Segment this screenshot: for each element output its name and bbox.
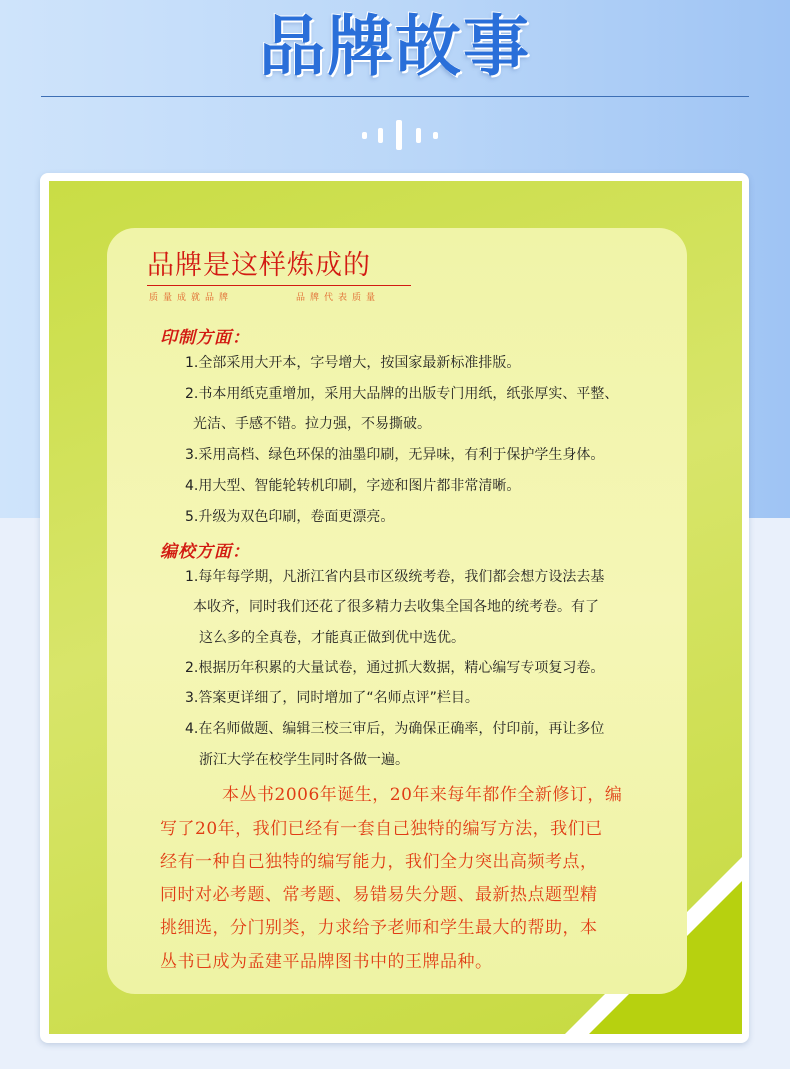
heading-subtitle-left: 质量成就品牌 xyxy=(149,293,234,303)
card-heading: 品牌是这样炼成的 xyxy=(147,250,371,281)
list-item: 4.用大型、智能轮转机印刷，字迹和图片都非常清晰。 xyxy=(185,478,521,494)
closing-line: 本丛书2006年诞生，20年来每年都作全新修订，编 xyxy=(222,785,623,805)
heading-subtitle-right: 品牌代表质量 xyxy=(296,293,381,303)
list-item: 3.采用高档、绿色环保的油墨印刷，无异味，有利于保护学生身体。 xyxy=(185,447,605,463)
list-item: 1.每年每学期，凡浙江省内县市区级统考卷，我们都会想方设法去基 xyxy=(185,569,605,585)
list-item: 本收齐，同时我们还花了很多精力去收集全国各地的统考卷。有了 xyxy=(193,599,599,615)
list-item: 这么多的全真卷，才能真正做到优中选优。 xyxy=(199,630,465,646)
list-item: 1.全部采用大开本，字号增大，按国家最新标准排版。 xyxy=(185,355,521,371)
section-title-editing: 编校方面： xyxy=(160,542,250,562)
section-title-printing: 印制方面： xyxy=(160,328,250,348)
list-item: 浙江大学在校学生同时各做一遍。 xyxy=(199,752,409,768)
closing-line: 挑细选，分门别类，力求给予老师和学生最大的帮助，本 xyxy=(160,918,598,938)
list-item: 4.在名师做题、编辑三校三审后，为确保正确率，付印前，再让多位 xyxy=(185,721,605,737)
list-item: 3.答案更详细了，同时增加了“名师点评”栏目。 xyxy=(185,690,479,706)
list-item: 5.升级为双色印刷，卷面更漂亮。 xyxy=(185,509,395,525)
decorative-bars-icon xyxy=(360,118,440,152)
closing-line: 写了20年，我们已经有一套自己独特的编写方法，我们已 xyxy=(160,819,603,839)
list-item: 2.书本用纸克重增加，采用大品牌的出版专门用纸，纸张厚实、平整、 xyxy=(185,386,619,402)
closing-line: 经有一种自己独特的编写能力，我们全力突出高频考点， xyxy=(160,852,598,872)
list-item: 光洁、手感不错。拉力强，不易撕破。 xyxy=(193,416,431,432)
closing-line: 同时对必考题、常考题、易错易失分题、最新热点题型精 xyxy=(160,885,598,905)
heading-underline xyxy=(147,285,411,286)
title-divider xyxy=(41,96,749,97)
page-title: 品牌故事 xyxy=(259,8,531,85)
closing-line: 丛书已成为孟建平品牌图书中的王牌品种。 xyxy=(160,952,493,972)
list-item: 2.根据历年积累的大量试卷，通过抓大数据，精心编写专项复习卷。 xyxy=(185,660,605,676)
